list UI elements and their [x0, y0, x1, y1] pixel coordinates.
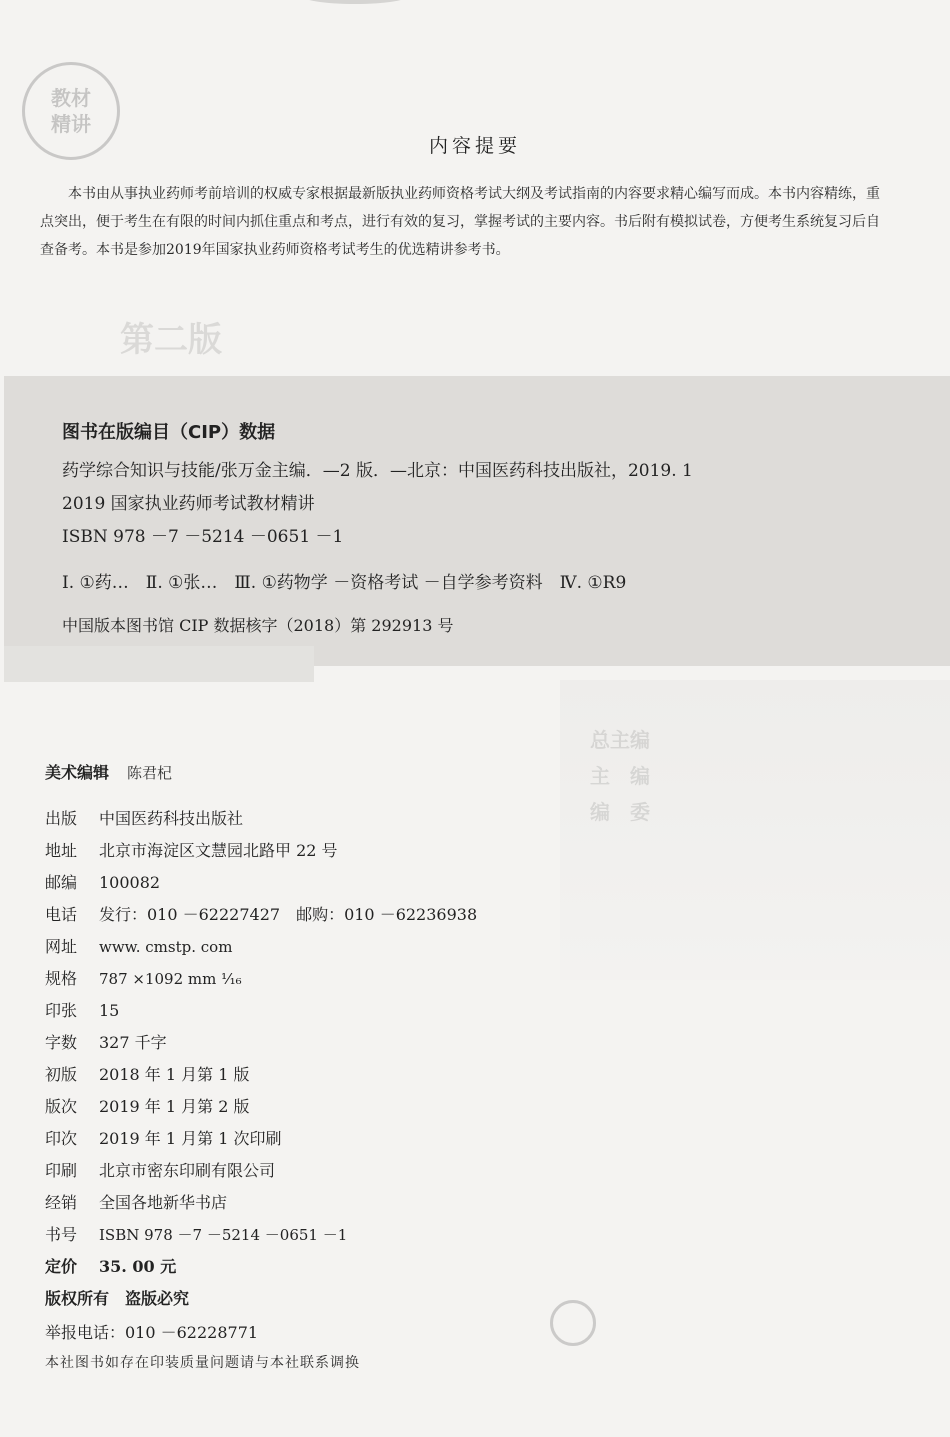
pub-label: 版次 [45, 1097, 78, 1116]
pub-label: 出版 [45, 809, 78, 828]
pub-label: 印张 [45, 1001, 78, 1020]
pub-row [45, 1062, 250, 1085]
pub-value: www. cmstp. com [99, 938, 233, 956]
pub-row [45, 1190, 227, 1213]
art-editor [45, 760, 172, 783]
art-editor-label: 美术编辑 [45, 763, 110, 782]
pub-row [45, 838, 338, 861]
cip-title-line: 药学综合知识与技能/张万金主编．—2 版．—北京：中国医药科技出版社，2019. 1 [62, 461, 693, 481]
pub-row [45, 1030, 167, 1053]
pub-value: 北京市海淀区文慧园北路甲 22 号 [99, 841, 338, 860]
pub-label: 书号 [45, 1225, 78, 1244]
pub-value: 787 ×1092 mm ¹⁄₁₆ [99, 970, 242, 988]
pub-label: 初版 [45, 1065, 78, 1084]
report-phone: 举报电话：010 －62228771 [45, 1323, 259, 1342]
quality-notice: 本社图书如存在印装质量问题请与本社联系调换 [45, 1355, 360, 1371]
show-through-text-2: 总主编 主 编 编 委 [590, 728, 650, 824]
pub-label: 地址 [45, 841, 78, 860]
cip-classification-line: Ⅰ. ①药… Ⅱ. ①张… Ⅲ. ①药物学 －资格考试 －自学参考资料 Ⅳ. ①R9 [62, 573, 627, 593]
pub-value: 2019 年 1 月第 1 次印刷 [99, 1129, 282, 1148]
cip-record-line: 中国版本图书馆 CIP 数据核字（2018）第 292913 号 [62, 616, 454, 635]
show-through-mark [300, 0, 410, 4]
pub-row [45, 806, 243, 829]
pub-row [45, 1126, 282, 1149]
pub-value: 327 千字 [99, 1033, 167, 1052]
pub-row [45, 1222, 347, 1245]
cip-heading: 图书在版编目（CIP）数据 [62, 422, 276, 443]
pub-label: 规格 [45, 969, 78, 988]
pub-row [45, 1158, 275, 1181]
pub-value: ISBN 978 －7 －5214 －0651 －1 [99, 1226, 348, 1244]
pub-row [45, 902, 477, 925]
pub-label: 网址 [45, 937, 78, 956]
pub-row [45, 998, 119, 1021]
pub-value: 发行：010 －62227427 邮购：010 －62236938 [99, 905, 478, 924]
art-editor-value: 陈君杞 [127, 764, 173, 782]
pub-label: 经销 [45, 1193, 78, 1212]
pub-label: 印次 [45, 1129, 78, 1148]
pub-row-price [45, 1254, 176, 1277]
pub-label: 定价 [45, 1257, 78, 1276]
summary-text: 本书由从事执业药师考前培训的权威专家根据最新版执业药师资格考试大纲及考试指南的内容要求精心编写而成。本书内容精练，重点突出，便于考生在有限的时间内抓住重点和考点，进行有效的复习，掌握考试的主要内容。书后附有模拟试卷，方便考生系统复习后自查备考。本书是参加2019年国家执业药师资格考试考生的优选精讲参考书。 [40, 186, 880, 258]
pub-row [45, 966, 242, 989]
pub-value: 北京市密东印刷有限公司 [99, 1161, 276, 1180]
summary-title: 内容提要 [428, 135, 521, 157]
pub-value: 2018 年 1 月第 1 版 [99, 1065, 250, 1084]
cip-isbn-line: ISBN 978 －7 －5214 －0651 －1 [62, 527, 344, 547]
pub-row [45, 1094, 250, 1117]
pub-label: 电话 [45, 905, 78, 924]
pub-row [45, 934, 232, 957]
pub-value: 100082 [99, 873, 161, 892]
pub-row [45, 870, 160, 893]
pub-value: 全国各地新华书店 [99, 1193, 228, 1212]
pub-value: 中国医药科技出版社 [99, 809, 244, 828]
pub-label: 印刷 [45, 1161, 78, 1180]
pub-value: 35. 00 元 [99, 1257, 177, 1276]
pub-value: 2019 年 1 月第 2 版 [99, 1097, 250, 1116]
show-through-text: 第二版 [120, 320, 222, 360]
show-through-stamp-icon [550, 1300, 596, 1346]
pub-label: 邮编 [45, 873, 78, 892]
pub-value: 15 [99, 1001, 120, 1020]
logo-seal-icon: 教材 精讲 [22, 62, 120, 160]
pub-label: 字数 [45, 1033, 78, 1052]
copyright-notice: 版权所有 盗版必究 [45, 1289, 190, 1308]
cip-series-line: 2019 国家执业药师考试教材精讲 [62, 494, 315, 514]
cip-background-band-lower [4, 646, 314, 682]
